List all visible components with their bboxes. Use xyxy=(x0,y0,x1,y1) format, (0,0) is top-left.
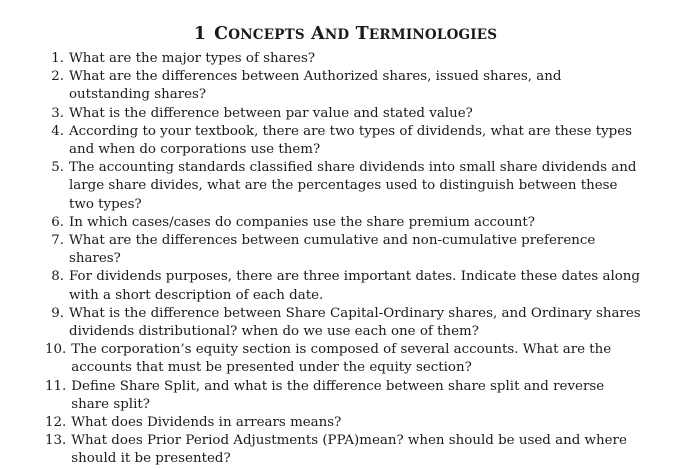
question-list xyxy=(45,50,645,469)
question-item xyxy=(45,341,645,377)
question-item xyxy=(45,50,645,68)
question-text: What are the major types of shares? xyxy=(69,51,316,66)
question-number: 13. xyxy=(45,433,67,449)
question-number: 12. xyxy=(45,415,67,431)
question-number: 2. xyxy=(51,69,64,85)
section-number: 1 xyxy=(193,23,207,44)
question-number: 8. xyxy=(51,269,64,285)
question-number: 7. xyxy=(51,233,64,249)
question-text: What are the differences between Authorized shares, issued shares, and outstanding shares? xyxy=(69,69,562,103)
section-title-word: AND xyxy=(311,23,350,44)
question-text: The accounting standards classified share dividends into small share dividends and large share divides, what are the percentages used to distinguish between these two types? xyxy=(69,160,637,212)
question-number: 6. xyxy=(51,214,64,230)
question-text: The corporation’s equity section is composed of several accounts. What are the accounts that must be presented under the equity section? xyxy=(71,342,612,376)
question-text: Define Share Split, and what is the difference between share split and reverse share split? xyxy=(71,378,605,412)
question-text: In which cases/cases do companies use the share premium account? xyxy=(69,214,535,230)
question-item xyxy=(45,68,645,104)
question-item xyxy=(45,105,645,123)
section-heading xyxy=(0,24,691,44)
question-item xyxy=(45,159,645,214)
question-item xyxy=(45,432,645,468)
question-number: 9. xyxy=(51,305,64,321)
question-item xyxy=(45,123,645,159)
question-text: What is the difference between par value and stated value? xyxy=(69,105,473,121)
question-item xyxy=(45,414,645,432)
question-text: What is the difference between Share Capital-Ordinary shares, and Ordinary shares dividends distributional? when do we use each one of them? xyxy=(69,305,641,340)
question-number: 1. xyxy=(51,51,64,66)
question-number: 3. xyxy=(51,105,64,121)
question-item xyxy=(45,378,645,414)
question-number: 5. xyxy=(51,160,64,176)
question-text: What are the differences between cumulative and non-cumulative preference shares? xyxy=(69,233,596,267)
question-item xyxy=(45,268,645,304)
question-item xyxy=(45,305,645,341)
question-number: 10. xyxy=(45,342,67,358)
question-number: 11. xyxy=(45,378,67,394)
question-item xyxy=(45,214,645,232)
question-text: What does Prior Period Adjustments (PPA)mean? when should be used and where should it be presented? xyxy=(71,433,627,467)
question-text: According to your textbook, there are two types of dividends, what are these types and when do corporations use them? xyxy=(69,123,633,158)
question-number: 4. xyxy=(51,123,64,139)
section-title-word: CONCEPTS xyxy=(214,23,305,44)
section-title-word: TERMINOLOGIES xyxy=(355,23,498,44)
question-text: For dividends purposes, there are three important dates. Indicate these dates along with a short description of each date. xyxy=(69,269,640,303)
question-text: What does Dividends in arrears means? xyxy=(71,415,342,431)
question-item xyxy=(45,232,645,268)
